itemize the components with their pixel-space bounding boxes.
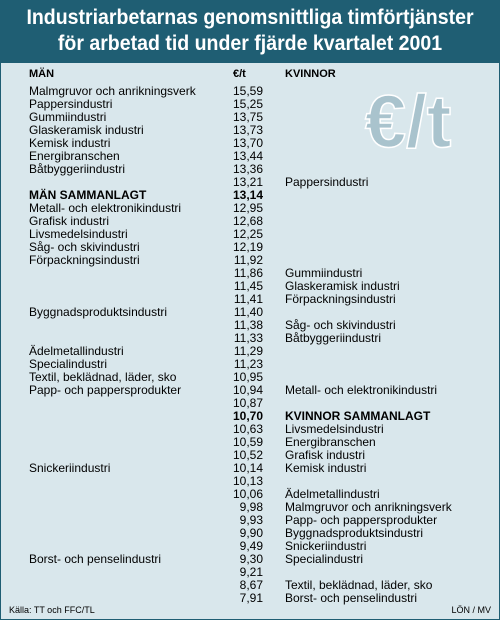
hourly-wage-value: 11,40 (233, 305, 263, 319)
hourly-wage-value: 15,25 (232, 97, 263, 111)
hourly-wage-value: 12,25 (232, 227, 263, 241)
hourly-wage-value: 10,13 (232, 474, 263, 488)
chart-title-line-1: Industriarbetarnas genomsnittliga timförtjänster (26, 6, 474, 29)
hourly-wage-value: 11,38 (233, 318, 263, 332)
women-industry-label: Byggnadsproduktsindustri (285, 526, 424, 540)
hourly-wage-value: 13,14 (232, 188, 263, 202)
men-industry-label: Papp- och pappersprodukter (29, 383, 182, 397)
hourly-wage-value: 13,36 (232, 162, 263, 176)
hourly-wage-value: 11,23 (233, 357, 263, 371)
women-industry-label: Pappersindustri (285, 175, 369, 189)
hourly-wage-value: 10,87 (232, 396, 263, 410)
hourly-wage-value: 13,75 (232, 110, 263, 124)
men-industry-label: MÄN SAMMANLAGT (29, 188, 147, 202)
women-industry-label: Textil, beklädnad, läder, sko (285, 578, 433, 592)
men-industry-label: Gummiindustri (29, 110, 107, 124)
men-industry-label: Kemisk industri (29, 136, 111, 150)
hourly-wage-value: 10,94 (232, 383, 263, 397)
women-industry-label: Gummiindustri (285, 266, 363, 280)
hourly-wage-value: 9,30 (239, 552, 263, 566)
hourly-wage-value: 11,86 (233, 266, 263, 280)
hourly-wage-value: 10,52 (232, 448, 263, 462)
chart-title-line-2: för arbetad tid under fjärde kvartalet 2001 (57, 32, 443, 55)
men-industry-label: Ädelmetallindustri (29, 344, 124, 358)
women-industry-label: Snickeriindustri (285, 539, 367, 553)
hourly-wage-value: 9,98 (239, 500, 263, 514)
hourly-wage-value: 9,49 (239, 539, 263, 553)
men-industry-label: Förpackningsindustri (29, 253, 140, 267)
women-industry-label: Förpackningsindustri (285, 292, 396, 306)
hourly-wage-value: 11,92 (233, 253, 263, 267)
hourly-wage-value: 8,67 (239, 578, 263, 592)
hourly-wage-value: 12,68 (232, 214, 263, 228)
hourly-wage-value: 13,73 (232, 123, 263, 137)
hourly-wage-value: 9,90 (239, 526, 263, 540)
men-industry-label: Malmgruvor och anrikningsverk (29, 84, 196, 98)
column-header-men: MÄN (29, 68, 55, 80)
men-industry-label: Snickeriindustri (29, 461, 111, 475)
hourly-wage-value: 13,21 (232, 175, 263, 189)
women-industry-label: Båtbyggeriindustri (285, 331, 382, 345)
hourly-wage-value: 10,59 (232, 435, 263, 449)
women-industry-label: Malmgruvor och anrikningsverk (285, 500, 452, 514)
source-note: Källa: TT och FFC/TL (9, 605, 95, 615)
men-industry-label: Borst- och penselindustri (29, 552, 162, 566)
women-industry-label: Glaskeramisk industri (285, 279, 400, 293)
hourly-wage-value: 11,33 (233, 331, 263, 345)
hourly-wage-value: 13,70 (232, 136, 263, 150)
women-industry-label: KVINNOR SAMMANLAGT (285, 409, 431, 423)
men-industry-label: Glaskeramisk industri (29, 123, 144, 137)
table-panel (1, 63, 499, 619)
chart-header (1, 1, 499, 63)
hourly-wage-value: 11,29 (233, 344, 263, 358)
hourly-wage-value: 7,91 (239, 591, 263, 605)
men-industry-label: Såg- och skivindustri (29, 240, 140, 254)
hourly-wage-value: 12,95 (232, 201, 263, 215)
men-industry-label: Metall- och elektronikindustri (29, 201, 182, 215)
hourly-wage-value: 11,45 (233, 279, 263, 293)
column-header-unit: €/t (233, 68, 246, 80)
men-industry-label: Byggnadsproduktsindustri (29, 305, 168, 319)
women-industry-label: Kemisk industri (285, 461, 367, 475)
men-industry-label: Specialindustri (29, 357, 108, 371)
men-industry-label: Livsmedelsindustri (29, 227, 128, 241)
hourly-wage-value: 15,59 (232, 84, 263, 98)
women-industry-label: Borst- och penselindustri (285, 591, 418, 605)
women-industry-label: Specialindustri (285, 552, 364, 566)
credit-note: LÖN / MV (451, 605, 491, 615)
hourly-wage-value: 10,70 (232, 409, 263, 423)
women-industry-label: Såg- och skivindustri (285, 318, 396, 332)
hourly-wage-value: 10,06 (232, 487, 263, 501)
men-industry-label: Grafisk industri (29, 214, 110, 228)
hourly-wage-value: 12,19 (232, 240, 263, 254)
men-industry-label: Energibranschen (29, 149, 120, 163)
men-industry-label: Textil, beklädnad, läder, sko (29, 370, 177, 384)
women-industry-label: Ädelmetallindustri (285, 487, 380, 501)
men-industry-label: Pappersindustri (29, 97, 113, 111)
hourly-wage-value: 13,44 (232, 149, 263, 163)
column-header-women: KVINNOR (285, 68, 336, 80)
hourly-wage-value: 10,95 (232, 370, 263, 384)
hourly-wage-value: 10,14 (232, 461, 263, 475)
hourly-wage-value: 9,21 (239, 565, 263, 579)
watermark-text: €/t (365, 81, 452, 161)
women-industry-label: Papp- och pappersprodukter (285, 513, 438, 527)
women-industry-label: Energibranschen (285, 435, 376, 449)
hourly-wage-value: 10,63 (232, 422, 263, 436)
hourly-wage-value: 11,41 (233, 292, 263, 306)
men-industry-label: Båtbyggeriindustri (29, 162, 126, 176)
table-row (1, 592, 499, 605)
women-industry-label: Grafisk industri (285, 448, 366, 462)
women-industry-label: Livsmedelsindustri (285, 422, 384, 436)
hourly-wage-value: 9,93 (239, 513, 263, 527)
women-industry-label: Metall- och elektronikindustri (285, 383, 438, 397)
